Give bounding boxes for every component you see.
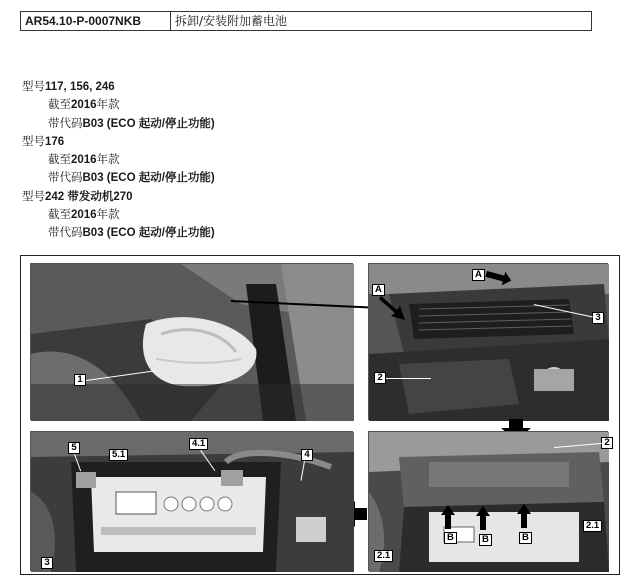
footwell-photo [30,263,353,420]
callout-2: 2 [374,372,386,384]
arrow-B-3 [517,504,531,528]
callout-3: 3 [41,557,53,569]
document-header [20,11,592,31]
arrow-B-2 [476,506,490,530]
callout-A-left: A [372,284,385,296]
document-title: 拆卸/安装附加蓄电池 [175,14,288,28]
battery-tray-illustration [369,432,609,572]
callout-5-1: 5.1 [109,449,128,461]
callout-5: 5 [68,442,80,454]
model-detail: 带代码B03 (ECO 起动/停止功能) [48,225,215,240]
callout-1: 1 [74,374,86,386]
callout-2-1-right: 2.1 [583,520,602,532]
model-detail: 截至2016年款 [48,207,120,222]
connector-line [231,296,391,316]
callout-A-top: A [472,269,485,281]
battery-tray-photo [368,431,608,571]
model-line: 型号176 [22,133,65,148]
callout-3: 3 [592,312,604,324]
cover-photo [368,263,608,420]
callout-B-2: B [479,534,492,546]
arrow-A-left [379,294,407,322]
callout-4-1: 4.1 [189,438,208,450]
callout-B-3: B [519,532,532,544]
callout-leader [386,378,431,379]
model-applicability-list [22,78,215,243]
arrow-B-1 [441,505,455,529]
cover-illustration [369,264,609,421]
callout-4: 4 [301,449,313,461]
callout-2: 2 [601,437,613,449]
model-detail: 截至2016年款 [48,97,120,112]
arrow-A-top [484,268,514,284]
model-line: 型号117, 156, 246 [22,79,115,93]
battery-photo [30,431,353,571]
model-detail: 带代码B03 (ECO 起动/停止功能) [48,170,215,185]
document-code: AR54.10-P-0007NKB [21,12,171,30]
procedure-figure [20,255,620,575]
model-line: 型号242 带发动机270 [22,188,133,203]
model-detail: 带代码B03 (ECO 起动/停止功能) [48,115,215,130]
model-detail: 截至2016年款 [48,152,120,167]
footwell-illustration [31,264,354,421]
callout-2-1-left: 2.1 [374,550,393,562]
callout-B-1: B [444,532,457,544]
